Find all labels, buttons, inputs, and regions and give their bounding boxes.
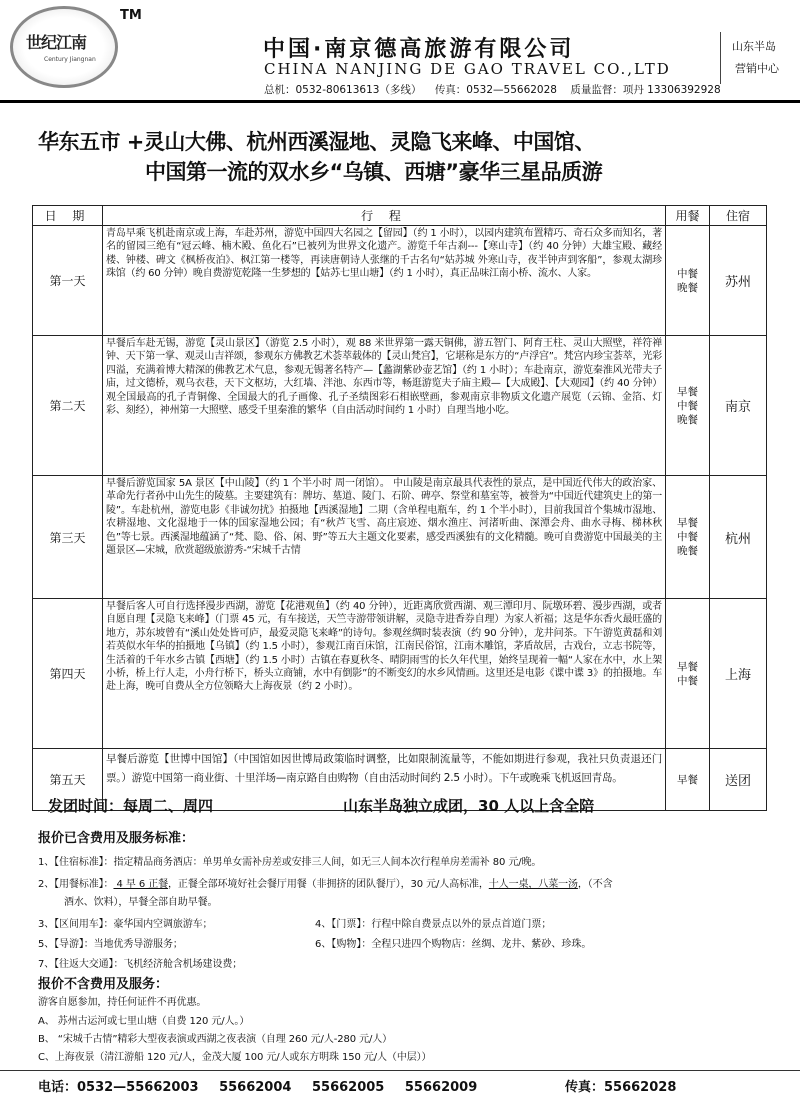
stay-cell: 苏州 [710,226,767,336]
tour-title-line2: 中国第一流的双水乡“乌镇、西塘”豪华三星品质游 [145,160,603,184]
header-fax: 传真：0532—55662028 [434,84,557,96]
footer-phone-4: 55662009 [404,1080,478,1095]
logo-subtext: Century Jiangnan [44,56,96,63]
footer-phone-3: 55662005 [311,1080,385,1095]
included-item-5: 5、【导游】：当地优秀导游服务； [38,939,183,950]
itinerary-cell: 早餐后游览国家 5A 景区【中山陵】（约 1 个半小时 周一闭馆）。 中山陵是南京最具代表性的景点，是中国近代伟大的政治家、革命先行者孙中山先生的陵墓。主要建筑有：牌坊、墓道、陵门、石阶、碑亭、祭堂和墓室等，被誉为“中国近代建筑史上的第一陵”。车赴杭州，游览电影《非诚勿扰》拍摄地【西溪湿地】二期（含单程电瓶车，约 1 个半小时），目前我国首个集城市湿地、农耕湿地、文化湿地于一体的国家湿地公园；有“秋芦飞雪、高庄宸迹、烟水渔庄、河渚听曲、深潭会舟、曲水寻梅、梯林秋色”等七景。西溪湿地蕴涵了“梵、隐、俗、闲、野”等五大主题文化要素，感受西溪独有的文化精髓。晚可自费游览中国最美的主题景区—宋城，欣赏超级旅游秀-“宋城千古情 [103,476,666,599]
meals-cell: 中餐 晚餐 [666,226,710,336]
itinerary-cell: 早餐后车赴无锡，游览【灵山景区】（游览 2.5 小时），观 88 米世界第一露天铜佛，游五智门、阿育王柱、灵山大照壁，祥符禅钟、天下第一掌、观灵山吉祥颂，参观东方佛教艺术荟萃载体的【灵山梵宫】，它堪称是东方的“卢浮宫”。梵宫内珍宝荟萃，光彩四溢，充满着博大精深的佛教艺术气息，参观无锡著名特产—【蠡湖紫砂壶艺馆】（约 1 小时）；车赴南京，游览秦淮风光带夫子庙，过文德桥，观乌衣巷，天下文枢坊，大红墙、泮池、东西市等，畅逛游览夫子庙主殿—【大成殿】、【大观园】（约 40 分钟）观全国最高的孔子青铜像、全国最大的孔子画像、孔子圣绩图彩石相嵌壁画，参观南京非物质文化遗产展览（云锦、金箔、灯彩、刻经），神州第一大照壁、感受千里秦淮的繁华（自由活动时间约 1 小时）自理当地小吃。 [103,336,666,476]
included-item-4: 4、【门票】：行程中除自费景点以外的景点首道门票； [315,919,552,930]
itinerary-cell: 早餐后游览【世博中国馆】（中国馆如因世博局政策临时调整，比如限制流量等，不能如期进行参观，我社只负责退还门票。）游览中国第一商业街、十里洋场—南京路自由购物（自由活动时间约 2.5 小时）。下午或晚乘飞机返回青岛。 [103,749,666,811]
footer-phone-2: 55662004 [219,1080,292,1095]
day-cell: 第一天 [33,226,103,336]
footer-fax: 传真：55662028 [565,1080,677,1095]
region-label: 山东半岛 [732,40,776,53]
trademark-mark: TM [120,8,142,23]
meal-label: 2、【用餐标准】： [38,879,114,890]
stay-cell: 杭州 [710,476,767,599]
included-item-6: 6、【购物】：全程只进四个购物店：丝绸、龙井、紫砂、珍珠。 [315,939,592,950]
excluded-heading: 报价不含费用及服务： [38,977,169,992]
excluded-item-c: C、上海夜景（清江游船 120 元/人，金茂大厦 100 元/人或东方明珠 150 元/人（中层）） [38,1052,432,1063]
day-cell: 第二天 [33,336,103,476]
stay-cell: 上海 [710,599,767,749]
day-cell: 第三天 [33,476,103,599]
contact-line [264,82,731,97]
header-itinerary: 行 程 [103,206,666,226]
header-rule [0,100,800,103]
excluded-item-b: B、 “宋城千古情”精彩大型夜表演或西湖之夜表演（自理 260 元/人-280 元/人） [38,1034,393,1045]
day-cell: 第五天 [33,749,103,811]
table-row [33,336,767,476]
quality-supervisor: 质量监督：项丹 13306392928 [570,84,721,96]
meals-cell: 早餐 中餐 晚餐 [666,476,710,599]
included-heading: 报价已含费用及服务标准： [38,831,195,846]
included-item-7: 7、【往返大交通】：飞机经济舱含机场建设费； [38,959,243,970]
group-note: 山东半岛独立成团，30 人以上含全陪 [343,797,595,815]
itinerary-table [32,205,767,811]
meal-count: 4 早 6 正餐 [113,879,169,890]
header-meals: 用餐 [666,206,710,226]
stay-cell: 送团 [710,749,767,811]
table-row [33,599,767,749]
letterhead [0,0,800,100]
table-header-row [33,206,767,226]
region-label-sub: 营销中心 [735,62,779,75]
day-cell: 第四天 [33,599,103,749]
tour-title-line1: 华东五市 +灵山大佛、杭州西溪湿地、灵隐飞来峰、中国馆、 [38,130,595,154]
meals-cell: 早餐 [666,749,710,811]
footer-phones [38,1076,493,1095]
logo-text: 世纪江南 [26,33,87,52]
footer-phone-1: 电话：0532—55662003 [38,1080,199,1095]
company-name-en: CHINA NANJING DE GAO TRAVEL CO.,LTD [264,60,671,78]
included-item-2-cont: 酒水、饮料），早餐全部自助早餐。 [64,897,218,908]
itinerary-cell: 早餐后客人可自行选择漫步西湖，游览【花港观鱼】（约 40 分钟），近距离欣赏西湖、观三潭印月、阮墩环碧、漫步西湖，或者自愿自理【灵隐飞来峰】（门票 45 元，有车接送，天竺寺游带领讲解，灵隐寺进香券自理）为家人祈福；这是华东香火最旺盛的地方，苏东坡曾有“溪山处处皆可庐，最爱灵隐飞来峰”的诗句。参观丝绸时装表演（约 90 分钟），龙井问茶。下午游览黄磊和刘若英似水年华的拍摄地【乌镇】（约 1.5 小时），参观江南百床馆，江南民俗馆，江南木雕馆，茅盾故居，古戏台，立志书院等，生活着的千年水乡古镇【西塘】（约 1.5 小时）古镇在春夏秋冬、晴阴雨雪的长久年代里，始终呈现着一幅“人家在水中，水上架小桥，桥上行人走，小舟行桥下，桥头立商铺，水中有倒影”的不断变幻的水乡风情画。这里还是电影《谍中谍 3》的拍摄地。车赴上海，晚可自费从全方位领略大上海夜景（约 2 小时）。 [103,599,666,749]
meal-detail: ，正餐全部环境好社会餐厅用餐（非拥挤的团队餐厅），30 元/人高标准， [168,879,489,890]
meals-cell: 早餐 中餐 [666,599,710,749]
itinerary-cell: 青岛早乘飞机赴南京或上海，车赴苏州，游览中国四大名园之【留园】（约 1 小时），以园内建筑布置精巧、奇石众多而知名，著名的留园三绝有“冠云峰、楠木殿、鱼化石”已被列为世界文化遗产。游览千年古刹---【寒山寺】（约 40 分钟）大雄宝殿、藏经楼、钟楼、碑文《枫桥夜泊》、枫江第一楼等，再读唐朝诗人张继的千古名句“姑苏城 外寒山寺，夜半钟声到客船”，参观太湖珍珠馆（约 60 分钟）晚自费游览乾隆一生梦想的【姑苏七里山塘】（约 1 小时），真正品味江南小桥、流水、人家。 [103,226,666,336]
table-standard: 十人一桌，八菜一汤 [488,879,578,890]
table-row [33,226,767,336]
header-day: 日 期 [33,206,103,226]
meals-cell: 早餐 中餐 晚餐 [666,336,710,476]
departure-time: 发团时间：每周二、周四 [48,797,214,815]
meal-tail: ，（不含 [577,879,613,890]
footer-rule [0,1070,800,1071]
included-item-2 [38,875,613,890]
stay-cell: 南京 [710,336,767,476]
header-divider [720,32,721,84]
included-item-3: 3、【区间用车】：豪华国内空调旅游车； [38,919,213,930]
main-phone: 总机：0532-80613613（多线） [264,84,422,96]
company-name-cn: 中国·南京德高旅游有限公司 [263,37,575,62]
header-stay: 住宿 [710,206,767,226]
excluded-intro: 游客自愿参加，持任何证件不再优惠。 [38,997,207,1008]
excluded-item-a: A、 苏州古运河或七里山塘（自费 120 元/人。） [38,1016,250,1027]
included-item-1: 1、【住宿标准】：指定精品商务酒店：单男单女需补房差或安排三人间，如无三人间本次行程单房差需补 80 元/晚。 [38,857,542,868]
table-row [33,476,767,599]
